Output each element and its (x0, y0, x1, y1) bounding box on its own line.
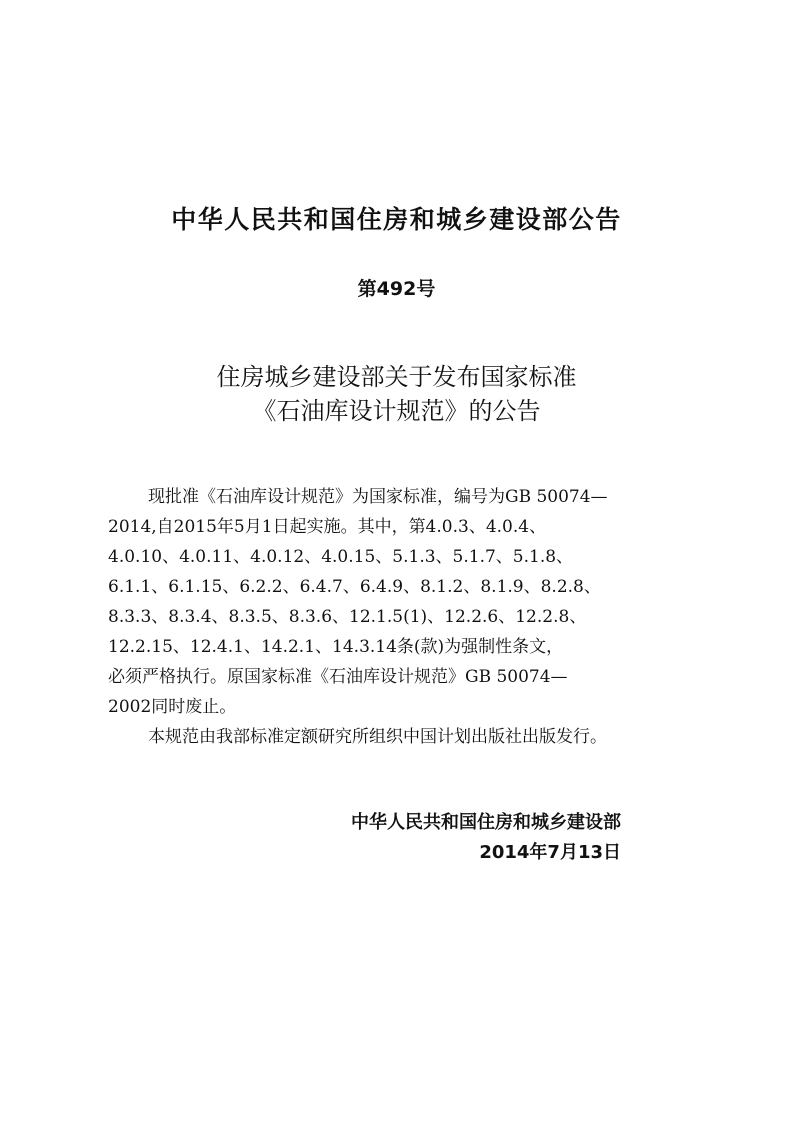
department-title: 中华人民共和国住房和城乡建设部公告 (171, 205, 622, 234)
body-line: 本规范由我部标准定额研究所组织中国计划出版社出版发行。 (148, 727, 607, 747)
body-line: 2002同时废止。 (108, 697, 237, 717)
announcement-body (108, 482, 660, 752)
body-line: 12.2.15、12.4.1、14.2.1、14.3.14条(款)为强制性条文， (108, 637, 564, 657)
body-line: 8.3.3、8.3.4、8.3.5、8.3.6、12.1.5(1)、12.2.6、12.2.8、 (108, 607, 587, 627)
announcement-number: 第492号 (357, 278, 436, 300)
notice-title-line-1: 住房城乡建设部关于发布国家标准 (216, 363, 577, 391)
body-line: 6.1.1、6.1.15、6.2.2、6.4.7、6.4.9、8.1.2、8.1.9、8.2.8、 (108, 577, 601, 597)
body-line: 必须严格执行。原国家标准《石油库设计规范》GB 50074— (108, 667, 568, 687)
body-line: 4.0.10、4.0.11、4.0.12、4.0.15、5.1.3、5.1.7、5.1.8、 (108, 547, 574, 567)
body-line: 2014,自2015年5月1日起实施。其中，第4.0.3、4.0.4、 (108, 517, 547, 537)
body-line: 现批准《石油库设计规范》为国家标准，编号为GB 50074— (148, 487, 608, 507)
notice-title-line-2: 《石油库设计规范》的公告 (252, 397, 541, 425)
signature-department: 中华人民共和国住房和城乡建设部 (351, 812, 621, 833)
signature-date: 2014年7月13日 (479, 842, 621, 863)
